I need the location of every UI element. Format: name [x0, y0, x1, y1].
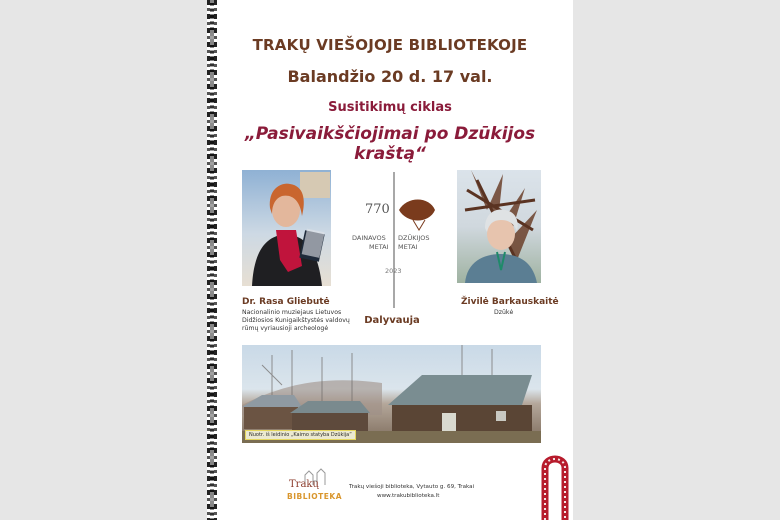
speaker1-photo	[242, 170, 331, 286]
logo-left-line1: DAINAVOS	[352, 234, 386, 242]
event-date: Balandžio 20 d. 17 val.	[287, 67, 493, 86]
speaker1-desc-line: Didžiosios Kunigaikštystės valdovų	[242, 317, 350, 324]
library-logo-top: Trakų	[289, 479, 319, 490]
participate-label: Dalyvauja	[364, 315, 420, 326]
footer-contact	[349, 483, 474, 501]
library-logo-bottom: BIBLIOTEKA	[287, 492, 343, 501]
speaker1-description	[242, 309, 350, 333]
logo-year: 2023	[385, 267, 402, 275]
speaker2-description: Dzūkė	[494, 309, 514, 316]
wooden-houses-photo	[242, 345, 541, 443]
series-title: „Pasivaikščiojimai po Dzūkijos kraštą“	[244, 124, 536, 164]
photo-caption: Nuotr. iš leidinio „Kaimo statyba Dzūkija“	[245, 430, 356, 440]
dzukija-770-logo	[347, 170, 443, 310]
series-label: Susitikimų ciklas	[328, 100, 452, 115]
footer-address: Trakų viešoji biblioteka, Vytauto g. 69, Trakai	[349, 484, 475, 490]
logo-number: 770	[365, 202, 390, 217]
speaker1-name: Dr. Rasa Gliebutė	[242, 297, 330, 307]
logo-left-line2: METAI	[369, 243, 389, 251]
speaker1-desc-line: Nacionalinio muziejaus Lietuvos	[242, 309, 342, 316]
poster	[207, 0, 573, 520]
speaker2-name: Živilė Barkauskaitė	[461, 297, 559, 307]
speaker1-desc-line: rūmų vyriausioji archeologė	[242, 325, 329, 332]
folk-ribbon-decoration	[537, 450, 573, 520]
logo-right-line1: DZŪKIJOS	[398, 234, 430, 242]
library-logo	[285, 467, 345, 505]
poster-title: TRAKŲ VIEŠOJOJE BIBLIOTEKOJE	[252, 36, 528, 54]
speaker2-photo	[457, 170, 541, 283]
logo-right-line2: METAI	[398, 243, 418, 251]
footer-website: www.trakubiblioteka.lt	[377, 493, 440, 499]
